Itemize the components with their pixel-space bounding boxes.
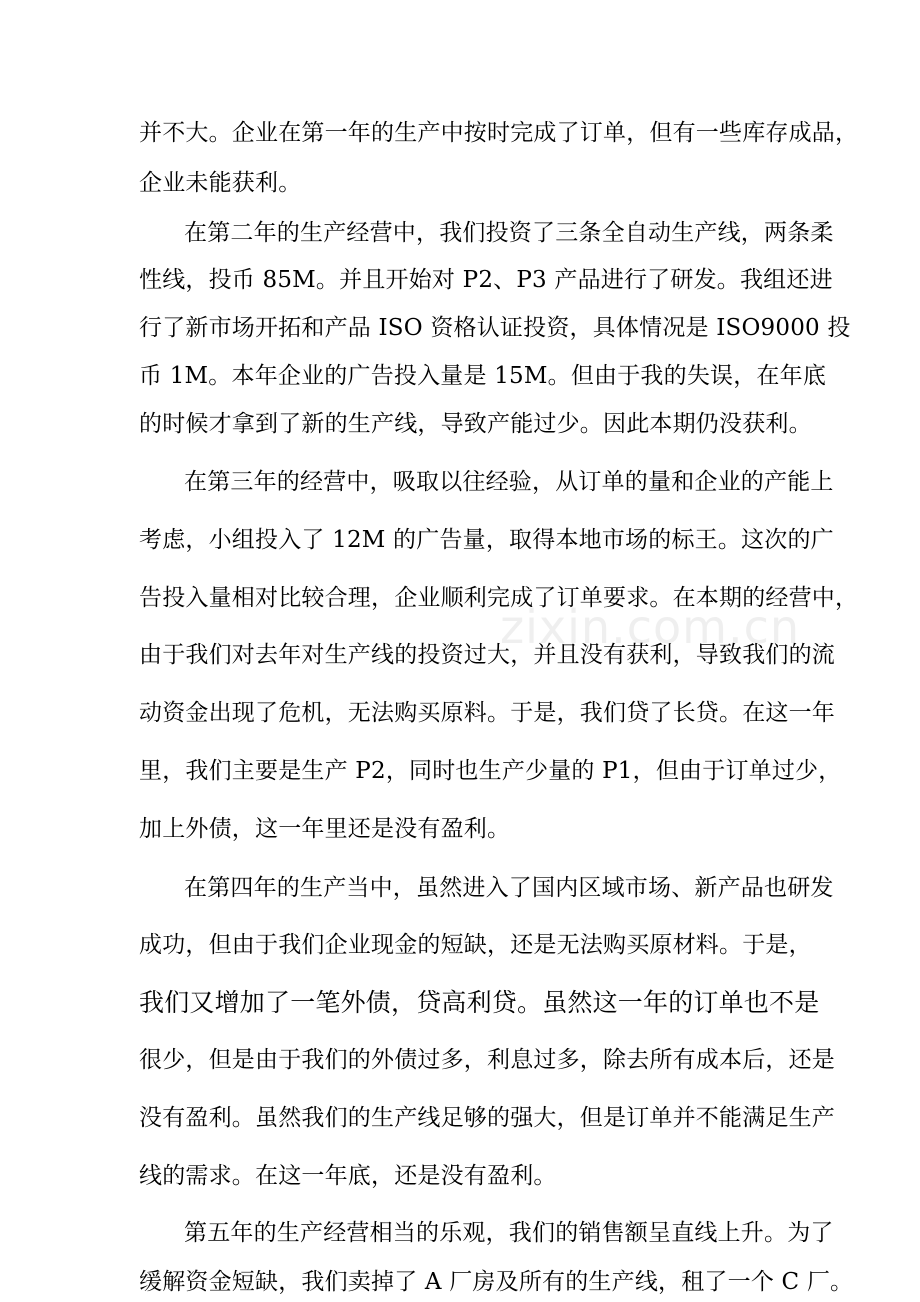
text-line: 第五年的生产经营相当的乐观，我们的销售额呈直线上升。为了: [184, 1220, 834, 1246]
text-line: 很少，但是由于我们的外债过多，利息过多，除去所有成本后，还是: [139, 1047, 835, 1073]
text-line: 在第三年的经营中，吸取以往经验，从订单的量和企业的产能上: [184, 469, 834, 495]
text-line: 并不大。企业在第一年的生产中按时完成了订单，但有一些库存成品，: [139, 120, 859, 146]
text-line: 性线，投币 85M。并且开始对 P2、P3 产品进行了研发。我组还进: [139, 267, 833, 293]
text-line: 在第四年的生产当中，虽然进入了国内区域市场、新产品也研发: [184, 875, 834, 901]
text-line: 没有盈利。虽然我们的生产线足够的强大，但是订单并不能满足生产: [139, 1105, 835, 1131]
text-line: 动资金出现了危机，无法购买原料。于是，我们贷了长贷。在这一年: [139, 700, 835, 726]
text-line: 成功，但由于我们企业现金的短缺，还是无法购买原材料。于是，: [139, 932, 812, 958]
text-line: 由于我们对去年对生产线的投资过大，并且没有获利，导致我们的流: [139, 642, 835, 668]
text-line: 在第二年的生产经营中，我们投资了三条全自动生产线，两条柔: [184, 220, 834, 246]
text-line: 加上外债，这一年里还是没有盈利。: [139, 816, 511, 842]
text-line: 行了新市场开拓和产品 ISO 资格认证投资，具体情况是 ISO9000 投: [139, 315, 851, 341]
text-line: 线的需求。在这一年底，还是没有盈利。: [139, 1163, 557, 1189]
text-line: 企业未能获利。: [139, 170, 302, 196]
text-line: 的时候才拿到了新的生产线，导致产能过少。因此本期仍没获利。: [139, 411, 812, 437]
text-line: 考虑，小组投入了 12M 的广告量，取得本地市场的标王。这次的广: [139, 527, 834, 553]
watermark: zixin.com.cn: [500, 600, 801, 654]
text-line: 币 1M。本年企业的广告投入量是 15M。但由于我的失误，在年底: [139, 363, 827, 389]
text-line: 我们又增加了一笔外债，贷高利贷。虽然这一年的订单也不是: [139, 988, 820, 1017]
text-line: 里，我们主要是生产 P2，同时也生产少量的 P1，但由于订单过少，: [139, 758, 842, 784]
text-line: 缓解资金短缺，我们卖掉了 A 厂房及所有的生产线，租了一个 C 厂。: [139, 1269, 854, 1295]
text-line: 告投入量相对比较合理，企业顺利完成了订单要求。在本期的经营中，: [139, 585, 859, 611]
